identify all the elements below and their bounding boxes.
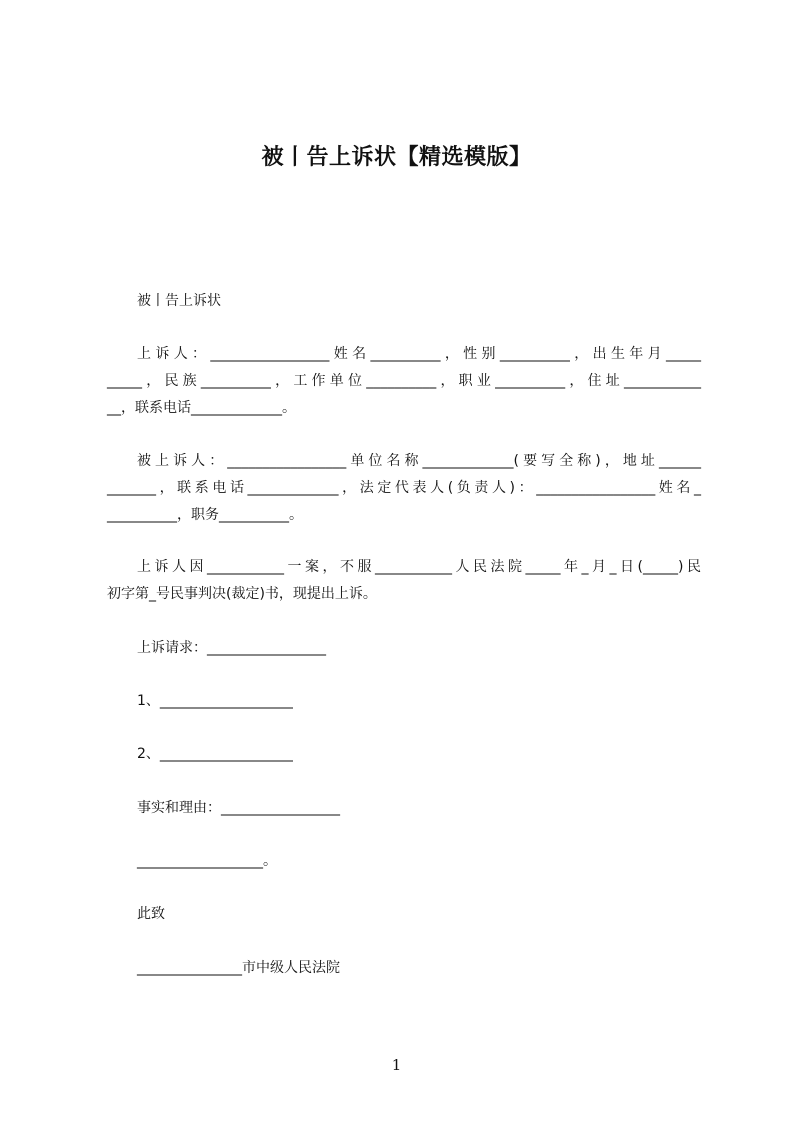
- facts-continuation: __________________。: [137, 853, 277, 869]
- case-line-2: 初字第_号民事判决(裁定)书，现提出上诉。: [107, 586, 377, 602]
- appellee-line-3: __________，职务__________。: [107, 507, 303, 523]
- request-item-2: 2、___________________: [137, 746, 293, 762]
- appellant-line-1: 上诉人：_________________姓名__________，性别__________，出生年月_____: [137, 346, 701, 362]
- document-title: 被丨告上诉状【精选模版】: [261, 145, 532, 170]
- appellant-line-2: _____，民族__________，工作单位__________，职业__________，住址___________: [107, 373, 701, 389]
- facts-and-reasons: 事实和理由：_________________: [137, 800, 340, 816]
- case-line-1: 上诉人因___________一案，不服___________人民法院_____年_月_日(_____)民: [137, 559, 701, 575]
- appellant-line-3: __，联系电话_____________。: [107, 400, 296, 416]
- request-item-1: 1、___________________: [137, 693, 293, 709]
- page-number: 1: [391, 1056, 402, 1074]
- court-addressee: _______________市中级人民法院: [137, 960, 340, 976]
- appellee-line-2: _______，联系电话_____________，法定代表人(负责人)：_________________姓名_: [107, 480, 701, 496]
- section-heading: 被丨告上诉状: [137, 293, 221, 309]
- appellee-line-1: 被上诉人：_________________单位名称_____________(要写全称)，地址______: [137, 453, 701, 469]
- appeal-request: 上诉请求：_________________: [137, 640, 326, 656]
- closing-salutation: 此致: [137, 906, 165, 922]
